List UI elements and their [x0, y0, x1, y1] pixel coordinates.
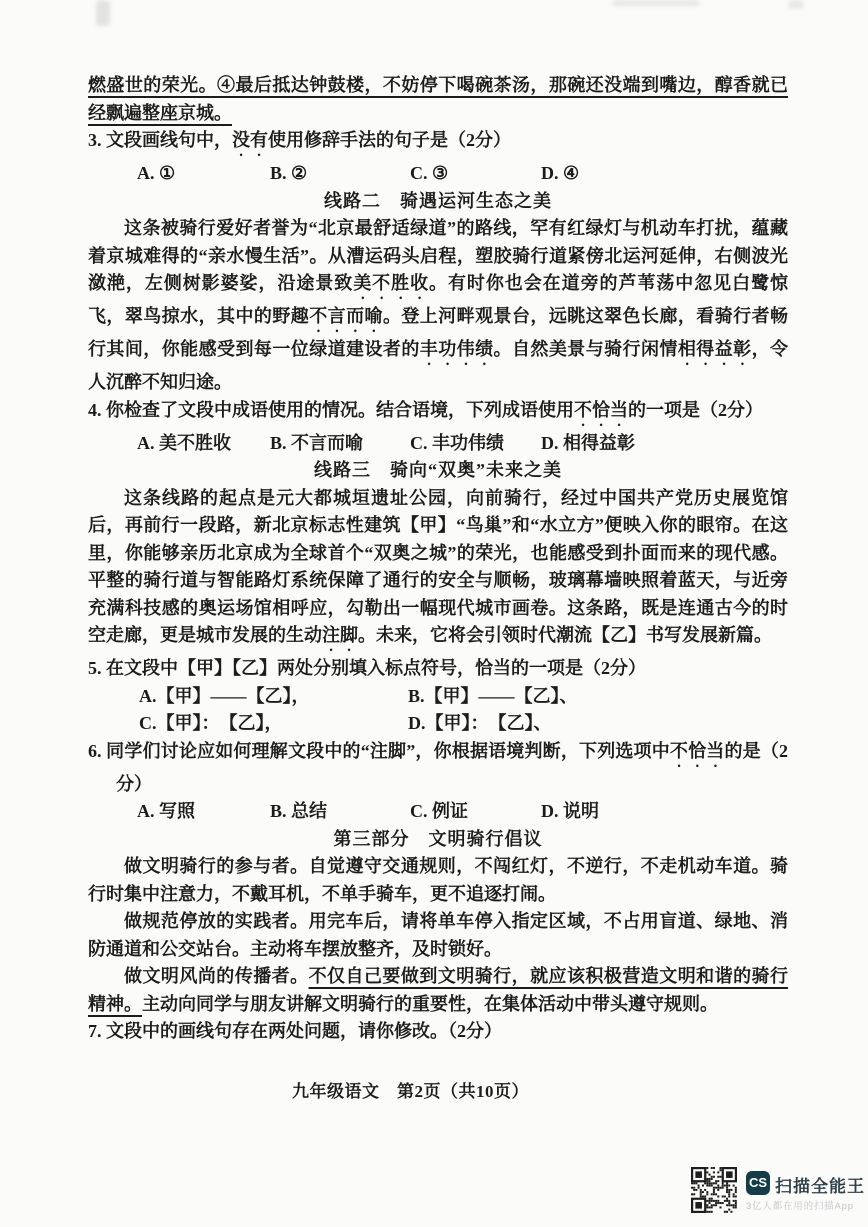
- text-run: 。未来，它将会引领时代潮流【乙】书写发展新篇。: [358, 625, 772, 645]
- question-4-options-b: B. 不言而喻: [270, 432, 364, 453]
- text-run: 。有时你也会在道旁的芦苇荡中忽见白鹭惊飞，翠鸟掠水，其中的野趣: [88, 273, 789, 326]
- question-5-options-c: C.【甲】： 【乙】，: [139, 713, 283, 733]
- scan-artifact: [788, 0, 804, 9]
- question-3-options-b: B. ②: [270, 163, 308, 183]
- underlined-passage-continuation: [88, 72, 788, 127]
- underlined-text: 不仅自己要做到文明骑行，就应该积极营造文明和谐的骑行精神。: [88, 966, 789, 1014]
- underlined-text: 燃盛世的荣光。: [88, 75, 218, 95]
- qr-code-icon: [690, 1167, 738, 1213]
- underlined-text: ④最后抵达钟鼓楼，不妨停下喝碗茶汤，那碗还没端到嘴边，醇香就已经飘遍整座京城。: [88, 75, 789, 123]
- emphasized-text: 不恰当: [669, 740, 725, 761]
- text-run: 。自然美景与骑行闲情: [493, 339, 678, 359]
- text-run: 这条被骑行爱好者誉为“北京最舒适绿道”的路线，罕有红绿灯与机动车打扰，蕴藏着京城难得的“亲水慢生活”。从漕运码头启程，塑胶骑行道紧傍北运河延伸，右侧波光潋滟，左侧树影婆娑，沿途景致: [88, 218, 788, 293]
- question-5-options-a: A.【甲】——【乙】，: [139, 685, 310, 706]
- route-3-passage: [88, 485, 788, 656]
- text-run: 的是（2分）: [116, 740, 789, 794]
- text-run: 5. 在文段中【甲】【乙】两处分别填入标点符号，恰当的一项是（2分）: [88, 658, 646, 678]
- emphasized-text: 不恰当: [574, 399, 628, 420]
- page-footer: 九年级语文 第2页（共10页）: [292, 1082, 529, 1101]
- text-run: 主动向同学与朋友讲解文明骑行的重要性，在集体活动中带头遵守规则。: [142, 993, 718, 1014]
- route-2-passage: [88, 215, 788, 397]
- question-3-options-d: D. ④: [541, 163, 580, 183]
- civility-passage-3: [88, 963, 788, 1018]
- question-5-options: [139, 683, 788, 738]
- text-run: 6. 同学们讨论应如何理解文段中的“注脚”，你根据语境判断，下列选项中: [88, 740, 670, 761]
- question-3: [88, 127, 788, 160]
- text-run: 的一项是（2分）: [628, 399, 763, 420]
- camscanner-brand-text: 扫描全能王: [775, 1177, 865, 1196]
- civility-passage-1: [88, 853, 788, 908]
- question-6-options-d: D. 说明: [541, 801, 599, 821]
- camscanner-logo-icon: CS: [746, 1171, 770, 1195]
- question-6: [88, 738, 788, 799]
- camscanner-tagline: 3亿人都在用的扫描App: [746, 1201, 854, 1212]
- question-4-options-d: D. 相得益彰: [541, 432, 635, 453]
- emphasized-text: 不言而喻: [309, 306, 383, 326]
- text-run: 。登上河畔观景台，远眺这翠色长廊，看骑行者畅行其间，你能感受到每一位绿道建设者的: [88, 306, 789, 359]
- question-4-options: [137, 430, 788, 458]
- text-run: 线路三 骑向“双奥”未来之美: [314, 460, 562, 480]
- part-3-heading: [88, 826, 788, 854]
- question-3-options-c: C. ③: [410, 163, 449, 183]
- question-7: [88, 1018, 788, 1046]
- text-run: ，令人沉醉不知归途。: [88, 339, 789, 392]
- text-run: 线路二 骑遇运河生态之美: [324, 190, 552, 211]
- question-3-options-a: A. ①: [137, 163, 176, 183]
- question-5-options-d: D.【甲】： 【乙】、: [408, 713, 552, 733]
- route-3-heading: [88, 457, 788, 485]
- scan-artifact: [96, 0, 110, 26]
- text-run: 做文明风尚的传播者。: [124, 966, 309, 986]
- text-run: 做文明骑行的参与者。自觉遵守交通规则，不闯红灯，不逆行，不走机动车道。骑行时集中注意力，不戴耳机，不单手骑车，更不追逐打闹。: [88, 856, 788, 904]
- text-run: 7. 文段中的画线句存在两处问题，请你修改。（2分）: [88, 1021, 502, 1041]
- exam-content: [88, 72, 788, 1046]
- question-6-options: [137, 798, 788, 826]
- scan-artifact: [612, 0, 700, 6]
- text-run: 3. 文段画线句中，: [88, 130, 232, 150]
- text-run: 做规范停放的实践者。用完车后，请将单车停入指定区域，不占用盲道、绿地、消防通道和公交站台。主动将车摆放整齐，及时锁好。: [88, 911, 788, 959]
- text-run: 这条线路的起点是元大都城垣遗址公园，向前骑行，经过中国共产党历史展览馆后，再前行一段路，新北京标志性建筑【甲】“鸟巢”和“水立方”便映入你的眼帘。在这里，你能够亲历北京成为全球首个“双奥之城”的荣光，也能感受到扑面而来的现代感。平整的骑行道与智能路灯系统保障了通行的安全与顺畅，玻璃幕墙映照着蓝天，与近旁充满科技感的奥运场馆相呼应，勾勒出一幅现代城市画卷。这条路，既是连通古今的时空走廊，更是城市发展的生动: [88, 487, 788, 645]
- question-6-options-c: C. 例证: [410, 801, 468, 821]
- emphasized-text: 美不胜收: [353, 273, 430, 293]
- civility-passage-2: [88, 908, 788, 963]
- emphasized-text: 丰功伟绩: [419, 339, 494, 359]
- question-6-options-a: A. 写照: [137, 801, 195, 821]
- text-run: 使用修辞手法的句子是（2分）: [268, 130, 511, 150]
- question-6-options-b: B. 总结: [270, 801, 328, 821]
- question-3-options: [137, 160, 788, 188]
- camscanner-watermark: [690, 1165, 865, 1217]
- question-5: [88, 655, 788, 683]
- question-4-options-c: C. 丰功伟绩: [410, 432, 504, 453]
- emphasized-text: 没有: [232, 130, 268, 150]
- question-5-options-b: B.【甲】——【乙】、: [408, 685, 578, 706]
- text-run: 4. 你检查了文段中成语使用的情况。结合语境，下列成语使用: [88, 399, 574, 420]
- route-2-heading: [88, 188, 788, 216]
- emphasized-text: 相得益彰: [677, 339, 752, 359]
- emphasized-text: 注脚: [322, 625, 358, 645]
- question-4-options-a: A. 美不胜收: [137, 432, 231, 453]
- text-run: 第三部分 文明骑行倡议: [333, 828, 543, 849]
- question-4: [88, 397, 788, 430]
